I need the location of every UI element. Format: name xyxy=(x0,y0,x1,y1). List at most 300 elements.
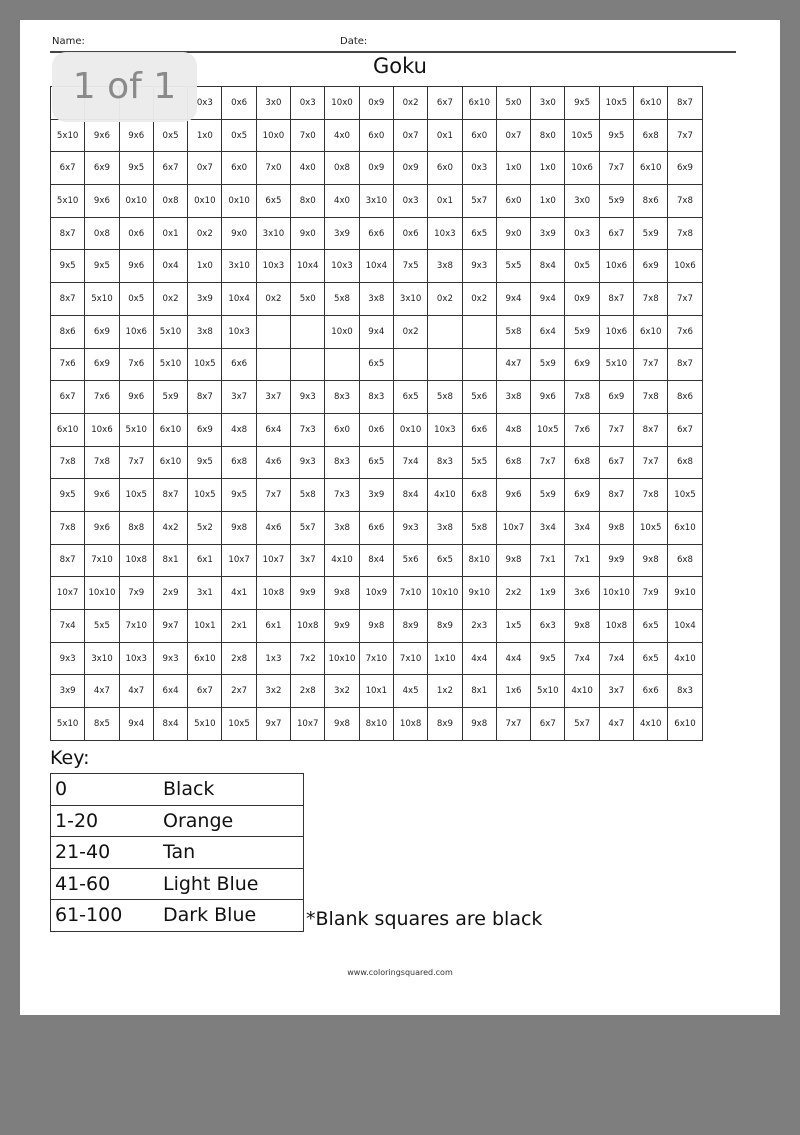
grid-cell: 9x0 xyxy=(496,217,530,250)
grid-cell: 6x7 xyxy=(531,708,565,741)
grid-cell: 9x3 xyxy=(291,446,325,479)
grid-cell: 8x7 xyxy=(599,479,633,512)
grid-cell: 9x6 xyxy=(85,119,119,152)
grid-cell: 7x10 xyxy=(393,642,427,675)
grid-cell: 7x10 xyxy=(393,577,427,610)
grid-cell: 10x10 xyxy=(325,642,359,675)
grid-cell: 8x10 xyxy=(359,708,393,741)
grid-row xyxy=(51,217,703,250)
grid-cell: 6x10 xyxy=(188,642,222,675)
grid-cell: 3x2 xyxy=(256,675,290,708)
grid-cell: 9x9 xyxy=(325,610,359,643)
grid-cell: 9x5 xyxy=(51,479,85,512)
grid-cell: 8x10 xyxy=(462,544,496,577)
grid-cell: 10x5 xyxy=(634,511,668,544)
grid-cell: 10x3 xyxy=(222,315,256,348)
grid-cell: 6x10 xyxy=(668,511,702,544)
grid-cell: 6x10 xyxy=(153,446,187,479)
grid-cell: 8x8 xyxy=(119,511,153,544)
grid-cell: 1x6 xyxy=(496,675,530,708)
grid-cell: 5x7 xyxy=(291,511,325,544)
grid-cell: 6x0 xyxy=(428,152,462,185)
grid-cell: 3x8 xyxy=(496,381,530,414)
key-row xyxy=(51,805,304,837)
grid-cell: 5x5 xyxy=(462,446,496,479)
grid-cell: 10x4 xyxy=(291,250,325,283)
grid-cell: 3x9 xyxy=(188,283,222,316)
grid-cell: 10x3 xyxy=(119,642,153,675)
grid-cell: 10x1 xyxy=(188,610,222,643)
grid-cell: 9x5 xyxy=(119,152,153,185)
grid-cell: 7x8 xyxy=(634,479,668,512)
grid-cell: 3x7 xyxy=(256,381,290,414)
grid-cell: 7x4 xyxy=(599,642,633,675)
grid-cell-blank xyxy=(428,348,462,381)
grid-cell: 7x7 xyxy=(496,708,530,741)
grid-cell: 10x10 xyxy=(85,577,119,610)
grid-cell: 2x2 xyxy=(496,577,530,610)
grid-cell: 8x4 xyxy=(359,544,393,577)
grid-cell: 10x3 xyxy=(428,217,462,250)
key-row xyxy=(51,837,304,869)
grid-cell: 5x7 xyxy=(565,708,599,741)
grid-cell: 10x9 xyxy=(359,577,393,610)
grid-row xyxy=(51,479,703,512)
grid-cell: 7x8 xyxy=(565,381,599,414)
grid-cell: 9x8 xyxy=(599,511,633,544)
grid-cell: 6x0 xyxy=(359,119,393,152)
grid-cell: 5x10 xyxy=(153,315,187,348)
grid-cell: 5x10 xyxy=(119,413,153,446)
grid-cell: 5x6 xyxy=(462,381,496,414)
grid-cell: 10x4 xyxy=(222,283,256,316)
grid-cell: 9x3 xyxy=(462,250,496,283)
grid-cell-blank xyxy=(291,315,325,348)
grid-cell: 4x7 xyxy=(599,708,633,741)
grid-cell: 9x5 xyxy=(188,446,222,479)
grid-cell: 6x0 xyxy=(462,119,496,152)
grid-cell: 10x6 xyxy=(119,315,153,348)
grid-cell: 10x7 xyxy=(496,511,530,544)
grid-cell: 0x7 xyxy=(496,119,530,152)
grid-cell: 9x9 xyxy=(291,577,325,610)
grid-cell: 4x10 xyxy=(668,642,702,675)
grid-cell: 6x7 xyxy=(428,87,462,120)
grid-cell: 9x8 xyxy=(634,544,668,577)
grid-cell: 4x10 xyxy=(634,708,668,741)
grid-cell: 8x0 xyxy=(531,119,565,152)
grid-cell: 7x8 xyxy=(668,185,702,218)
grid-cell: 7x0 xyxy=(291,119,325,152)
grid-cell: 9x6 xyxy=(85,511,119,544)
grid-cell: 6x10 xyxy=(634,315,668,348)
grid-cell: 8x6 xyxy=(668,381,702,414)
grid-cell: 0x9 xyxy=(565,283,599,316)
key-color: Light Blue xyxy=(159,868,304,900)
grid-cell: 7x7 xyxy=(256,479,290,512)
grid-cell: 5x2 xyxy=(188,511,222,544)
grid-cell: 0x10 xyxy=(119,185,153,218)
grid-cell: 5x10 xyxy=(51,185,85,218)
grid-cell: 7x8 xyxy=(634,283,668,316)
grid-cell-blank xyxy=(462,348,496,381)
grid-cell: 0x6 xyxy=(119,217,153,250)
multiplication-grid xyxy=(50,86,703,741)
grid-cell: 4x7 xyxy=(496,348,530,381)
grid-cell: 5x0 xyxy=(496,87,530,120)
grid-cell: 4x4 xyxy=(496,642,530,675)
grid-cell: 9x5 xyxy=(565,87,599,120)
grid-cell: 6x9 xyxy=(565,479,599,512)
grid-cell-blank xyxy=(428,315,462,348)
grid-cell: 10x5 xyxy=(668,479,702,512)
grid-cell: 9x8 xyxy=(359,610,393,643)
grid-cell: 6x9 xyxy=(599,381,633,414)
grid-cell: 4x1 xyxy=(222,577,256,610)
grid-cell: 5x9 xyxy=(565,315,599,348)
grid-cell: 9x0 xyxy=(291,217,325,250)
grid-cell: 8x4 xyxy=(393,479,427,512)
grid-cell: 10x3 xyxy=(428,413,462,446)
grid-cell: 0x3 xyxy=(188,87,222,120)
date-label: Date: xyxy=(340,36,368,47)
grid-cell: 10x0 xyxy=(325,87,359,120)
grid-cell: 7x8 xyxy=(634,381,668,414)
grid-cell: 10x8 xyxy=(393,708,427,741)
grid-cell: 6x10 xyxy=(634,152,668,185)
grid-cell: 0x7 xyxy=(393,119,427,152)
grid-cell: 3x8 xyxy=(325,511,359,544)
grid-cell: 5x9 xyxy=(599,185,633,218)
grid-cell: 10x0 xyxy=(325,315,359,348)
grid-cell: 5x9 xyxy=(634,217,668,250)
grid-cell-blank xyxy=(256,315,290,348)
grid-row xyxy=(51,446,703,479)
grid-cell: 6x4 xyxy=(256,413,290,446)
grid-cell: 5x8 xyxy=(462,511,496,544)
grid-cell: 1x9 xyxy=(531,577,565,610)
grid-cell: 9x8 xyxy=(325,577,359,610)
grid-cell: 0x6 xyxy=(393,217,427,250)
grid-cell: 8x7 xyxy=(668,348,702,381)
grid-cell: 1x3 xyxy=(256,642,290,675)
grid-cell: 0x9 xyxy=(393,152,427,185)
grid-cell: 3x7 xyxy=(599,675,633,708)
grid-cell: 9x3 xyxy=(51,642,85,675)
grid-cell: 3x9 xyxy=(359,479,393,512)
grid-cell: 2x7 xyxy=(222,675,256,708)
grid-cell: 4x6 xyxy=(256,511,290,544)
grid-cell: 5x10 xyxy=(51,708,85,741)
key-range: 1-20 xyxy=(51,805,160,837)
grid-cell: 9x10 xyxy=(668,577,702,610)
grid-cell: 7x0 xyxy=(256,152,290,185)
grid-cell: 9x6 xyxy=(119,250,153,283)
grid-cell: 0x5 xyxy=(153,119,187,152)
grid-row xyxy=(51,511,703,544)
grid-cell: 3x7 xyxy=(291,544,325,577)
grid-cell: 10x5 xyxy=(531,413,565,446)
grid-cell: 4x2 xyxy=(153,511,187,544)
grid-cell: 6x6 xyxy=(359,217,393,250)
grid-cell: 6x7 xyxy=(668,413,702,446)
grid-cell: 8x9 xyxy=(393,610,427,643)
grid-cell: 7x5 xyxy=(393,250,427,283)
grid-cell: 6x3 xyxy=(531,610,565,643)
grid-cell: 6x10 xyxy=(51,413,85,446)
grid-cell: 1x2 xyxy=(428,675,462,708)
grid-cell: 6x7 xyxy=(153,152,187,185)
grid-cell: 10x8 xyxy=(599,610,633,643)
grid-cell: 1x0 xyxy=(188,119,222,152)
grid-cell: 8x1 xyxy=(462,675,496,708)
grid-cell: 7x6 xyxy=(119,348,153,381)
grid-cell: 4x8 xyxy=(222,413,256,446)
grid-cell: 3x10 xyxy=(85,642,119,675)
grid-cell: 7x4 xyxy=(565,642,599,675)
grid-cell: 10x5 xyxy=(222,708,256,741)
grid-cell: 10x6 xyxy=(668,250,702,283)
grid-cell: 8x7 xyxy=(51,217,85,250)
grid-cell: 7x7 xyxy=(634,446,668,479)
key-label: Key: xyxy=(50,747,90,769)
grid-cell: 6x9 xyxy=(565,348,599,381)
grid-cell: 8x7 xyxy=(599,283,633,316)
grid-cell: 10x0 xyxy=(256,119,290,152)
grid-cell: 6x9 xyxy=(634,250,668,283)
grid-cell: 5x10 xyxy=(188,708,222,741)
grid-cell: 10x5 xyxy=(565,119,599,152)
grid-cell: 7x7 xyxy=(119,446,153,479)
grid-cell: 7x8 xyxy=(51,511,85,544)
grid-cell: 3x10 xyxy=(222,250,256,283)
grid-cell: 3x9 xyxy=(51,675,85,708)
grid-cell: 8x7 xyxy=(188,381,222,414)
grid-row xyxy=(51,675,703,708)
grid-cell: 7x9 xyxy=(119,577,153,610)
grid-cell: 6x9 xyxy=(85,152,119,185)
grid-cell: 6x8 xyxy=(462,479,496,512)
grid-cell: 3x10 xyxy=(393,283,427,316)
grid-cell: 7x7 xyxy=(668,119,702,152)
key-color: Black xyxy=(159,774,304,806)
grid-cell: 6x0 xyxy=(325,413,359,446)
grid-cell: 5x10 xyxy=(599,348,633,381)
grid-cell: 0x2 xyxy=(462,283,496,316)
grid-cell: 8x7 xyxy=(634,413,668,446)
grid-row xyxy=(51,610,703,643)
grid-cell-blank xyxy=(462,315,496,348)
grid-cell-blank xyxy=(325,348,359,381)
grid-cell: 6x9 xyxy=(85,315,119,348)
grid-cell: 1x10 xyxy=(428,642,462,675)
grid-cell: 8x9 xyxy=(428,610,462,643)
grid-cell: 3x0 xyxy=(565,185,599,218)
grid-cell: 0x3 xyxy=(291,87,325,120)
grid-cell: 8x3 xyxy=(325,446,359,479)
grid-cell: 3x9 xyxy=(325,217,359,250)
grid-cell: 10x3 xyxy=(256,250,290,283)
key-range: 21-40 xyxy=(51,837,160,869)
grid-cell: 3x4 xyxy=(565,511,599,544)
grid-row xyxy=(51,577,703,610)
grid-cell: 8x1 xyxy=(153,544,187,577)
grid-cell: 0x10 xyxy=(393,413,427,446)
grid-cell: 9x9 xyxy=(599,544,633,577)
grid-cell: 3x9 xyxy=(531,217,565,250)
grid-cell: 0x8 xyxy=(85,217,119,250)
grid-cell: 6x7 xyxy=(188,675,222,708)
grid-cell: 10x1 xyxy=(359,675,393,708)
grid-cell: 9x10 xyxy=(462,577,496,610)
grid-cell: 6x5 xyxy=(256,185,290,218)
grid-cell: 5x6 xyxy=(393,544,427,577)
grid-cell: 6x1 xyxy=(188,544,222,577)
grid-cell: 6x7 xyxy=(599,446,633,479)
blank-squares-note: *Blank squares are black xyxy=(306,908,543,930)
grid-cell: 4x5 xyxy=(393,675,427,708)
grid-cell: 10x6 xyxy=(599,315,633,348)
grid-cell: 7x7 xyxy=(634,348,668,381)
grid-cell: 7x4 xyxy=(51,610,85,643)
grid-cell: 8x5 xyxy=(85,708,119,741)
grid-cell: 5x5 xyxy=(496,250,530,283)
grid-cell: 6x5 xyxy=(359,348,393,381)
grid-cell: 6x7 xyxy=(51,381,85,414)
grid-cell: 0x2 xyxy=(256,283,290,316)
grid-cell: 2x9 xyxy=(153,577,187,610)
grid-cell: 1x0 xyxy=(496,152,530,185)
grid-cell: 9x8 xyxy=(565,610,599,643)
grid-cell: 6x8 xyxy=(496,446,530,479)
grid-cell: 9x5 xyxy=(51,250,85,283)
grid-cell: 0x9 xyxy=(359,152,393,185)
grid-cell: 10x8 xyxy=(291,610,325,643)
key-row xyxy=(51,774,304,806)
grid-cell: 9x3 xyxy=(291,381,325,414)
grid-row xyxy=(51,708,703,741)
grid-cell: 0x10 xyxy=(222,185,256,218)
grid-cell: 9x8 xyxy=(462,708,496,741)
grid-cell: 6x9 xyxy=(188,413,222,446)
grid-cell: 6x6 xyxy=(634,675,668,708)
grid-cell: 5x7 xyxy=(462,185,496,218)
grid-cell: 0x1 xyxy=(428,119,462,152)
grid-cell: 6x5 xyxy=(634,610,668,643)
grid-cell: 7x3 xyxy=(325,479,359,512)
grid-cell: 1x0 xyxy=(531,152,565,185)
grid-cell: 5x10 xyxy=(51,119,85,152)
grid-cell: 10x4 xyxy=(668,610,702,643)
grid-cell: 7x6 xyxy=(668,315,702,348)
grid-cell: 6x5 xyxy=(428,544,462,577)
grid-cell: 8x7 xyxy=(51,544,85,577)
key-row xyxy=(51,900,304,932)
grid-cell: 9x5 xyxy=(599,119,633,152)
grid-cell: 6x8 xyxy=(668,544,702,577)
worksheet-page xyxy=(20,20,780,1015)
grid-cell: 9x5 xyxy=(85,250,119,283)
grid-cell: 8x0 xyxy=(291,185,325,218)
grid-cell: 3x4 xyxy=(531,511,565,544)
grid-cell: 9x6 xyxy=(119,119,153,152)
grid-cell: 0x6 xyxy=(222,87,256,120)
grid-cell: 9x4 xyxy=(531,283,565,316)
grid-cell: 7x6 xyxy=(565,413,599,446)
key-range: 0 xyxy=(51,774,160,806)
key-color: Dark Blue xyxy=(159,900,304,932)
grid-cell: 9x3 xyxy=(153,642,187,675)
grid-cell: 6x6 xyxy=(462,413,496,446)
grid-cell: 10x7 xyxy=(222,544,256,577)
grid-row xyxy=(51,283,703,316)
grid-row xyxy=(51,413,703,446)
grid-cell: 10x10 xyxy=(428,577,462,610)
grid-cell: 4x0 xyxy=(325,185,359,218)
grid-cell: 4x8 xyxy=(496,413,530,446)
grid-cell: 1x0 xyxy=(188,250,222,283)
grid-cell: 6x9 xyxy=(85,348,119,381)
grid-cell: 3x8 xyxy=(359,283,393,316)
grid-cell: 7x8 xyxy=(668,217,702,250)
grid-cell: 4x6 xyxy=(256,446,290,479)
grid-cell: 4x7 xyxy=(85,675,119,708)
grid-cell: 0x1 xyxy=(428,185,462,218)
grid-cell: 10x7 xyxy=(51,577,85,610)
grid-cell: 8x3 xyxy=(668,675,702,708)
grid-cell: 8x4 xyxy=(153,708,187,741)
grid-cell: 0x7 xyxy=(188,152,222,185)
grid-cell: 0x5 xyxy=(565,250,599,283)
grid-cell: 3x1 xyxy=(188,577,222,610)
grid-cell: 9x6 xyxy=(531,381,565,414)
grid-cell: 9x8 xyxy=(222,511,256,544)
grid-cell: 10x6 xyxy=(85,413,119,446)
grid-cell: 6x10 xyxy=(634,87,668,120)
grid-cell: 0x3 xyxy=(393,185,427,218)
grid-cell: 7x7 xyxy=(599,413,633,446)
grid-cell: 6x0 xyxy=(496,185,530,218)
grid-cell-blank xyxy=(291,348,325,381)
grid-cell: 9x4 xyxy=(119,708,153,741)
grid-cell: 2x8 xyxy=(291,675,325,708)
grid-cell: 7x8 xyxy=(51,446,85,479)
grid-cell: 0x9 xyxy=(359,87,393,120)
grid-cell: 10x7 xyxy=(256,544,290,577)
grid-cell: 9x0 xyxy=(222,217,256,250)
grid-cell: 6x7 xyxy=(51,152,85,185)
footer-url: www.coloringsquared.com xyxy=(347,968,453,977)
grid-cell: 9x4 xyxy=(359,315,393,348)
grid-row xyxy=(51,642,703,675)
grid-cell: 0x10 xyxy=(188,185,222,218)
grid-cell: 6x8 xyxy=(634,119,668,152)
grid-cell: 0x2 xyxy=(393,315,427,348)
grid-cell: 8x3 xyxy=(359,381,393,414)
grid-cell: 3x10 xyxy=(256,217,290,250)
grid-cell: 2x8 xyxy=(222,642,256,675)
grid-cell: 4x10 xyxy=(325,544,359,577)
grid-cell: 7x7 xyxy=(599,152,633,185)
grid-cell: 6x4 xyxy=(153,675,187,708)
grid-cell: 8x7 xyxy=(153,479,187,512)
grid-cell: 5x8 xyxy=(428,381,462,414)
grid-cell: 3x2 xyxy=(325,675,359,708)
grid-cell: 8x7 xyxy=(51,283,85,316)
grid-cell: 8x6 xyxy=(634,185,668,218)
grid-row xyxy=(51,544,703,577)
grid-cell: 0x2 xyxy=(153,283,187,316)
